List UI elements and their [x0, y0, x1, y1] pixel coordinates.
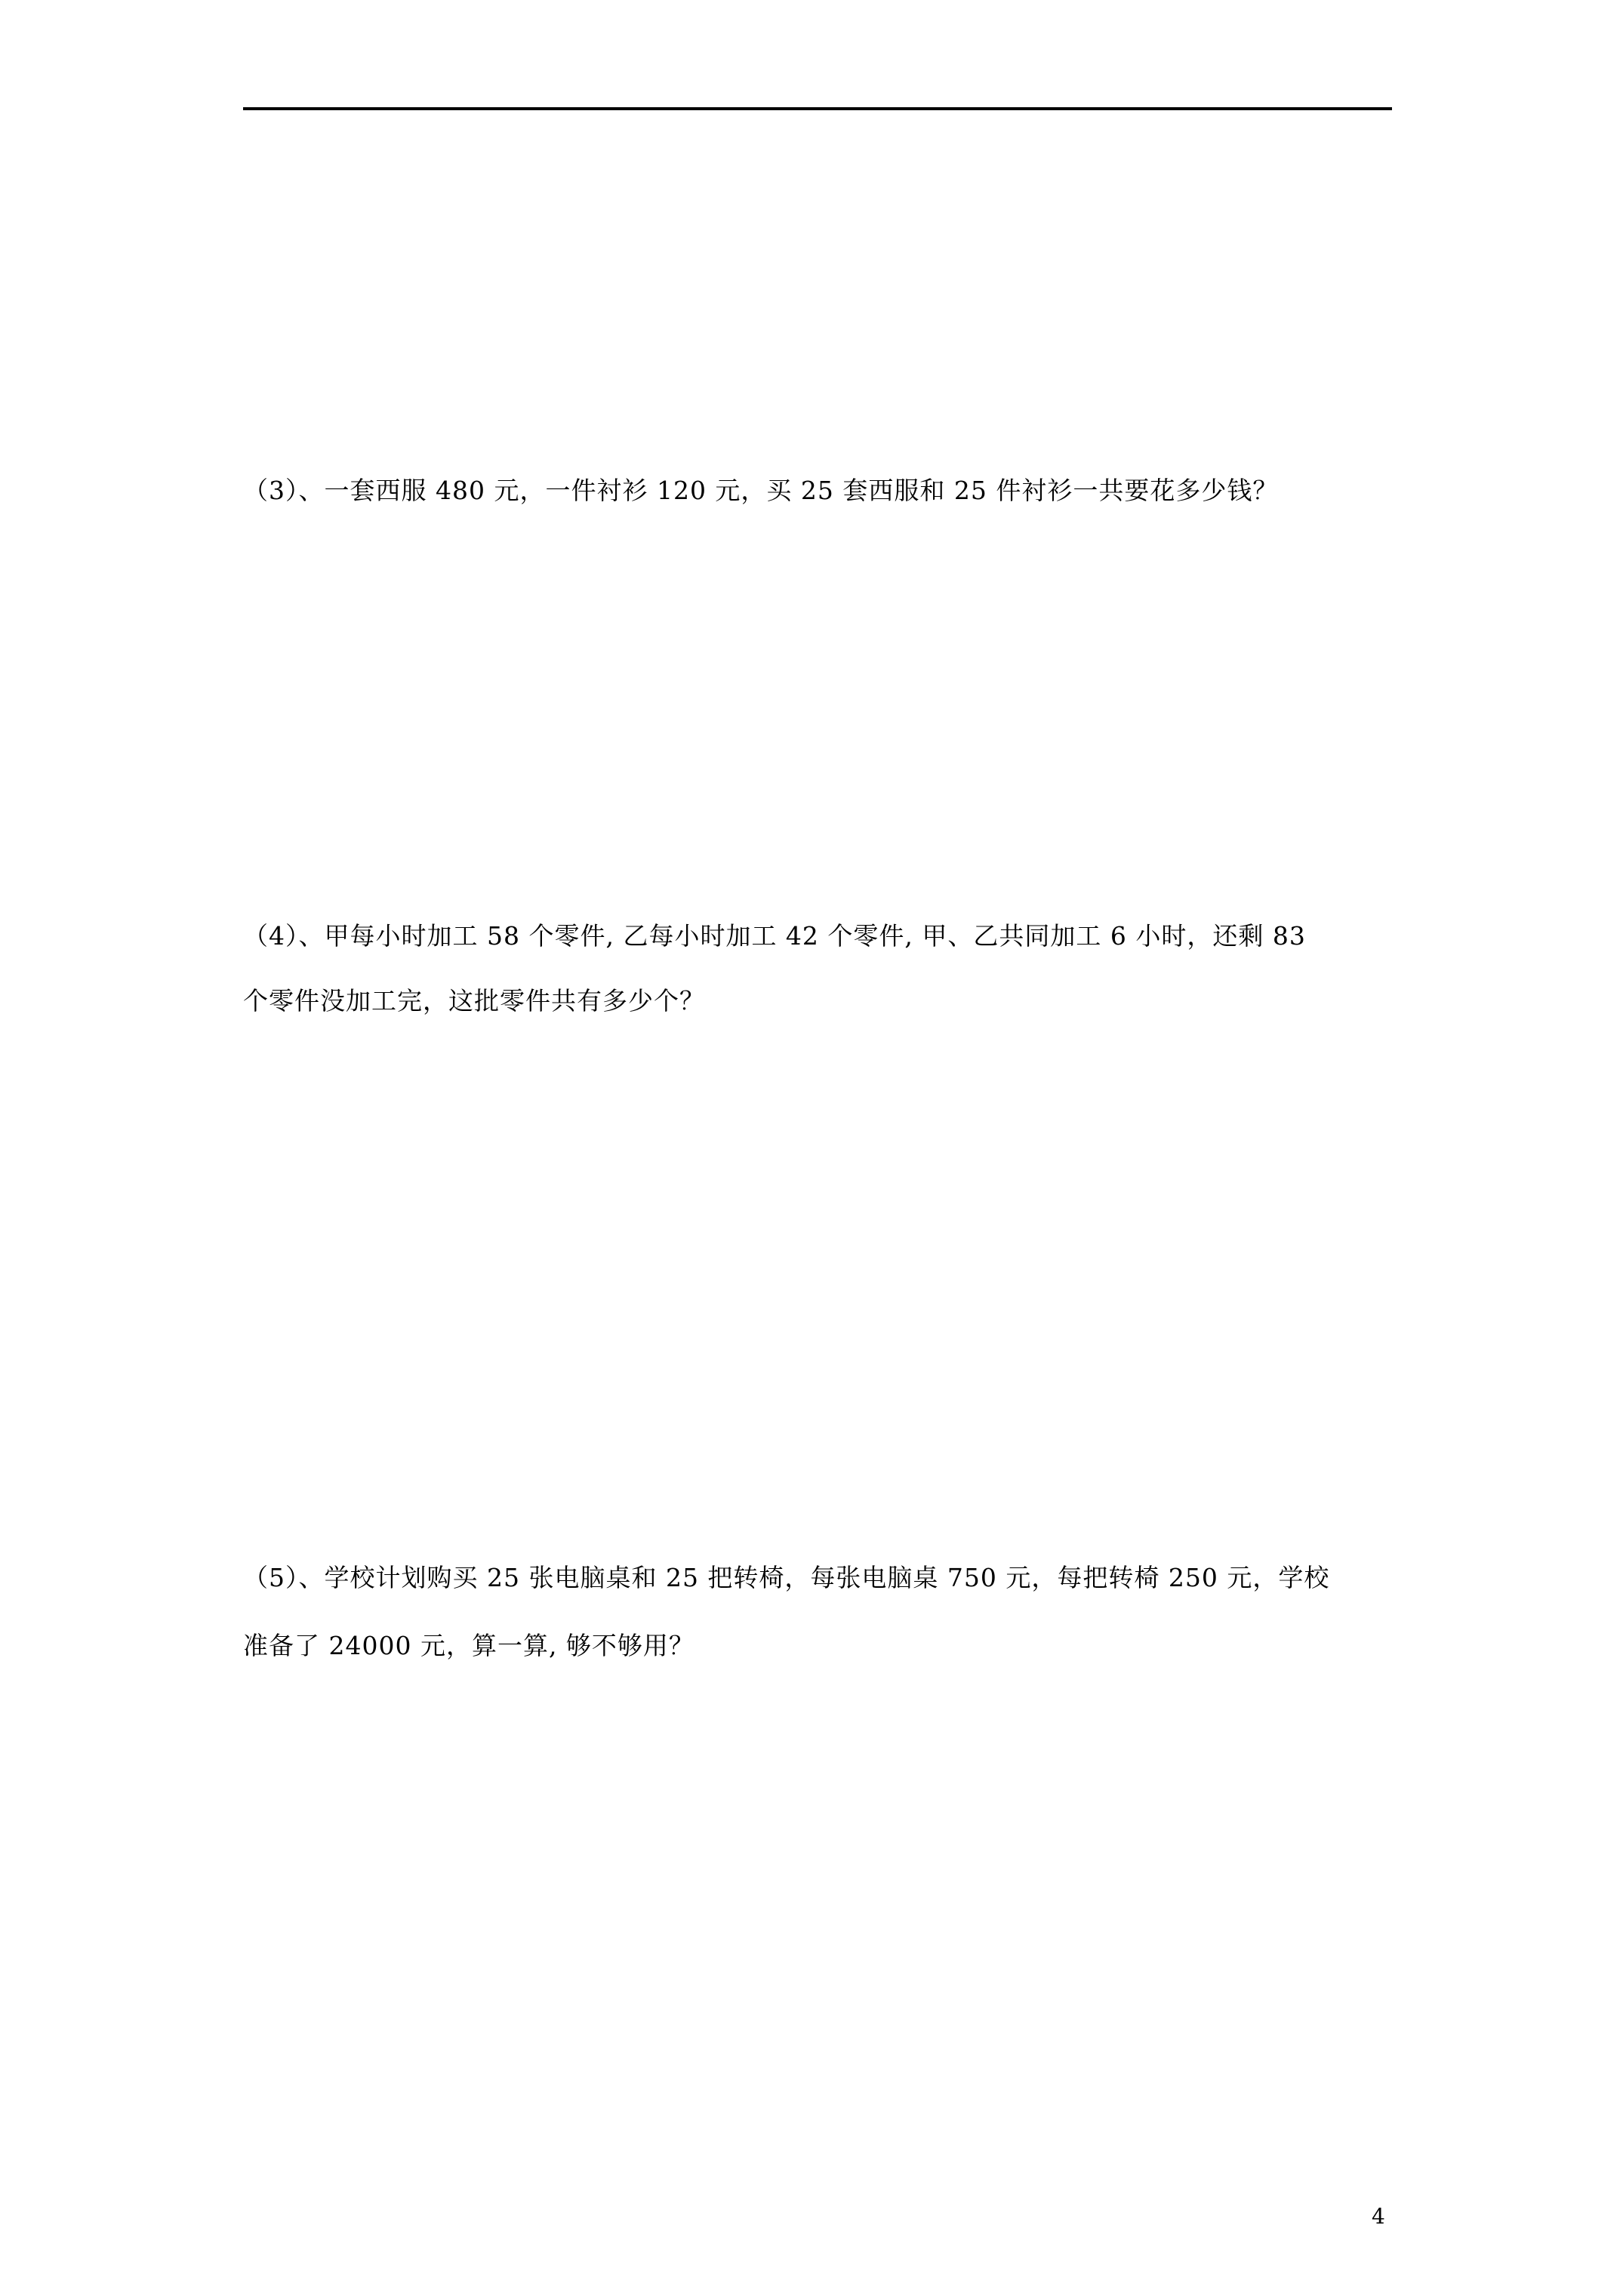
question-5-line-2: 准备了 24000 元，算一算, 够不够用？	[243, 1631, 694, 1660]
header-rule	[243, 107, 1392, 110]
question-4-line-1: （4）、甲每小时加工 58 个零件, 乙每小时加工 42 个零件, 甲、乙共同加工 6 小时，还剩 83	[243, 921, 1306, 951]
page-number: 4	[1372, 2204, 1385, 2229]
question-5-line-1: （5）、学校计划购买 25 张电脑桌和 25 把转椅，每张电脑桌 750 元，每把转椅 250 元，学校	[243, 1563, 1330, 1592]
question-4-line-2: 个零件没加工完，这批零件共有多少个？	[243, 986, 705, 1015]
question-3-line-1: （3）、一套西服 480 元，一件衬衫 120 元，买 25 套西服和 25 件衬衫一共要花多少钱？	[243, 476, 1279, 505]
